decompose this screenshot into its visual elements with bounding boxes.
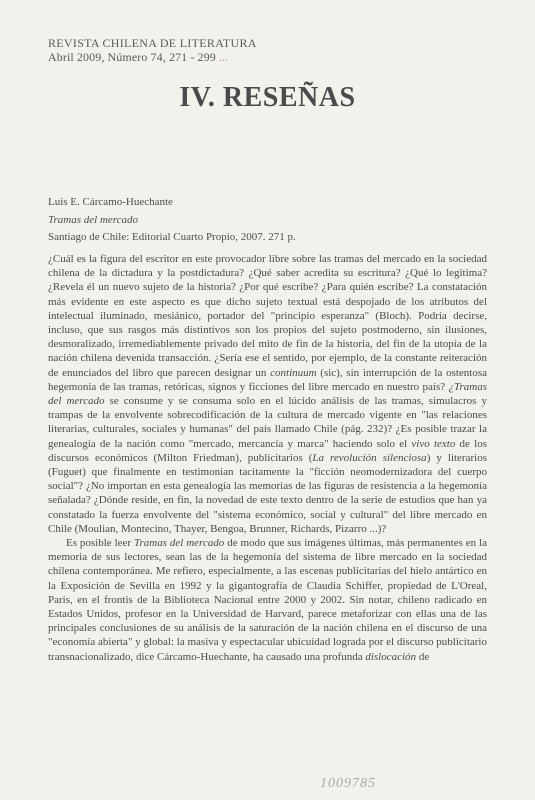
text-run: Es posible leer	[66, 537, 134, 550]
text-run: ¿Cuál es la figura del escritor en este provocador libre sobre las tramas del mercado en la sociedad chilena de la dictadura y la postdictadura? ¿Qué saber acredita su escritura? ¿Qué lo legitima? ¿Revela él un nuevo sujeto de la historia? ¿Por qué escribe? ¿Para quién escribe? La constatación más evidente en este aspecto es que dicho sujeto textual está despojado de los atributos del intelectual iluminado, mesiánico, portador del "principio esperanza" (Bloch). Podría decirse, incluso, que sus rasgos más distintivos son los propios del sujeto postmoderno, sin ilusiones, desmoralizado, irremediablemente privado del mito de fin de la historia, del fin de la utopía de la nación chilena devenida transacción. ¿Sería ese el sentido, por ejemplo, de la constante reiteración de enunciados del libro que parecen designar un	[48, 253, 487, 379]
book-citation	[48, 194, 296, 247]
journal-name: REVISTA CHILENA DE LITERATURA	[48, 36, 257, 50]
italic-run: dislocación	[365, 650, 417, 663]
italic-run: ¿Tramas del mercado	[48, 380, 487, 408]
text-run: de modo que sus imágenes últimas, más permanentes en la memoria de sus lectores, sean las de la hegemonía del sistema de libre mercado en la sociedad chilena contemporánea. Me refiero, especialmente, a las escenas publicitarias del hielo antártico en la Exposición de Sevilla en 1992 y la gigantografía de Claudia Schiffer, propiedad de L'Oreal, Paris, en el frontis de la Biblioteca Nacional entre 2000 y 2002. Sin notar, chileno radicado en Estados Unidos, profesor en la Universidad de Harvard, parece metaforizar con ellas una de las principales conclusiones de su análisis de la saturación de la nación chilena en el discurso de una "economía abierta" y global: la masiva y espectacular ubicuidad lograda por el discurso publicitario transnacionalizado, dice Cárcamo-Huechante, ha causado una profunda	[48, 537, 487, 663]
italic-run: Tramas del mercado	[133, 537, 225, 550]
citation-imprint: Santiago de Chile: Editorial Cuarto Propio, 2007. 271 p.	[48, 231, 296, 243]
paragraph-1	[48, 252, 487, 536]
italic-run: La revolución silenciosa	[312, 451, 427, 464]
text-run: ) y literarios (Fuguet) que finalmente en testimonian tacitamente la "ficción neomodernizadora del cuerpo social"? ¿No importan en esta genealogía las memorias de las figuras de resistencia a la hegemonía señalada? ¿Dónde reside, en fin, la novedad de este texto dentro de la serie de estudios que han ya constatado la fuerza envolvente del "sistema económico, social y cultural" del libre mercado en Chile (Moulian, Montecino, Thayer, Bengoa, Brunner, Richards, Pizarro ...)?	[48, 451, 487, 535]
text-run: de los discursos económicos (Milton Friedman), publicitarios (	[48, 437, 487, 464]
italic-run: vivo texto	[411, 437, 456, 450]
italic-run: continuum	[270, 366, 317, 379]
citation-author: Luis E. Cárcamo-Huechante	[48, 196, 173, 208]
handwritten-accession-number: 1009785	[320, 776, 376, 791]
section-title: IV. RESEÑAS	[179, 82, 356, 113]
issue-info: Abril 2009, Número 74, 271 - 299	[48, 50, 216, 64]
review-body	[48, 252, 487, 664]
citation-book-title: Tramas del mercado	[48, 213, 139, 226]
running-head	[48, 36, 257, 64]
issue-line	[48, 50, 257, 64]
paragraph-2	[48, 536, 487, 664]
text-run: de	[416, 650, 430, 663]
text-run: se consume y se consuma solo en el lúcido análisis de las tramas, simulacros y trampas de la envolvente sobrecodificación de la cultura de mercado vigente en "las relaciones literarias, culturales, sociales y humanas" del país llamado Chile (pág. 232)? ¿Es posible trazar la genealogía de la nación como "mercado, mercancía y marca" haciendo solo el	[48, 395, 487, 450]
text-run: (sic), sin interrupción de la ostentosa hegemonía de las tramas, retóricas, signos y ficciones del libre mercado en nuestro país?	[48, 366, 488, 393]
page-stamp: ...	[218, 50, 228, 64]
